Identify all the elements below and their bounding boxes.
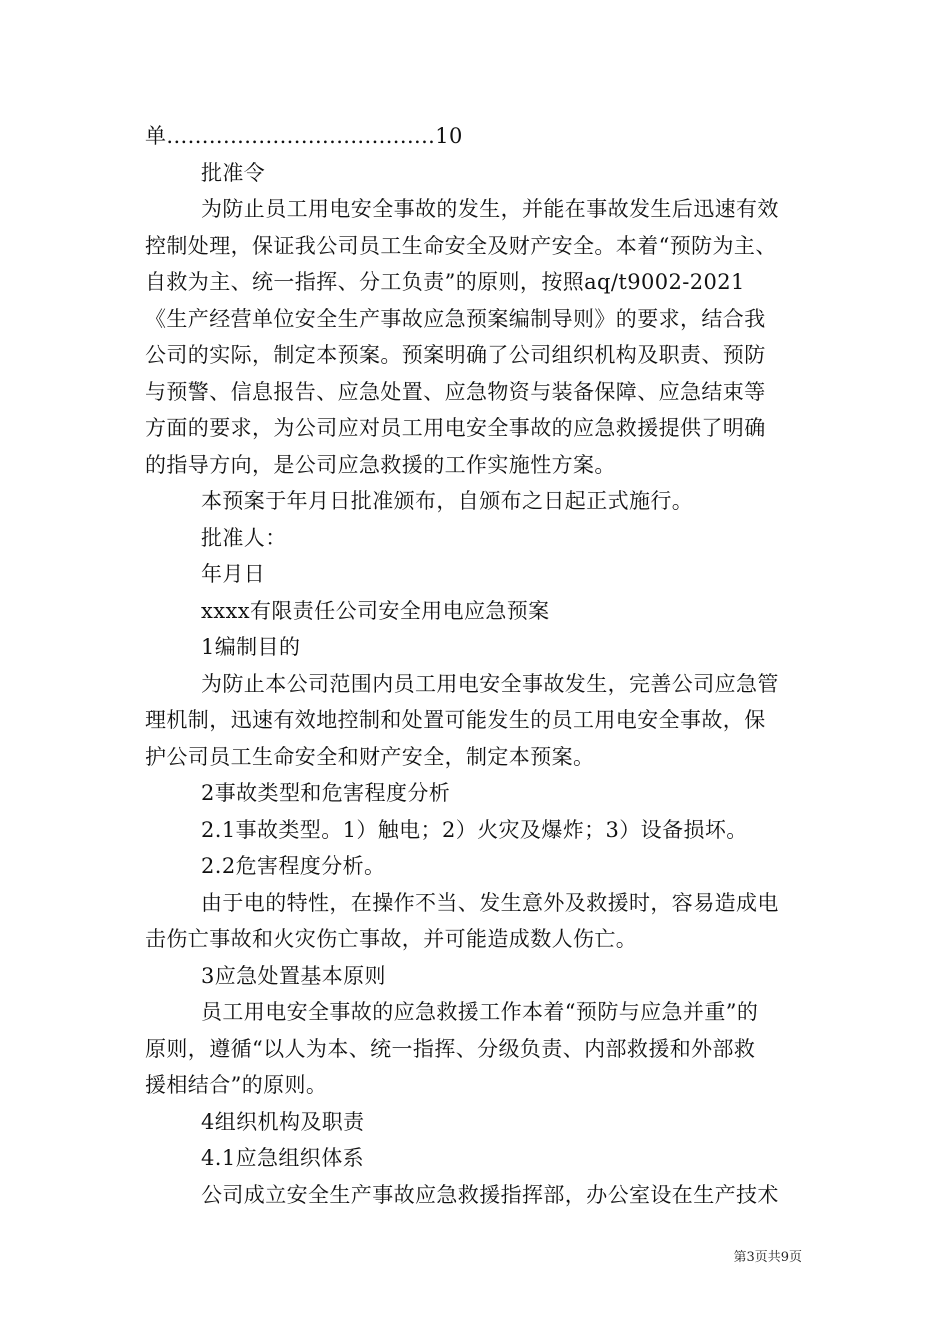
- text-line: 3应急处置基本原则: [201, 963, 386, 988]
- text-line: 4.1应急组织体系: [201, 1146, 364, 1170]
- text-line: 年月日: [201, 562, 266, 586]
- text-line: xxxx有限责任公司安全用电应急预案: [201, 598, 550, 623]
- text-line: 4组织机构及职责: [201, 1109, 365, 1134]
- text-line: 原则，遵循“以人为本、统一指挥、分级负责、内部救援和外部救: [145, 1036, 756, 1061]
- text-line: 1编制目的: [201, 635, 301, 659]
- text-line: 由于电的特性，在操作不当、发生意外及救援时，容易造成电: [201, 890, 779, 915]
- text-line: 控制处理，保证我公司员工生命安全及财产安全。本着“预防为主、: [145, 233, 777, 258]
- text-line: 护公司员工生命安全和财产安全，制定本预案。: [145, 744, 595, 769]
- text-line: 援相结合”的原则。: [145, 1073, 328, 1097]
- text-line: 为防止本公司范围内员工用电安全事故发生，完善公司应急管: [201, 671, 779, 696]
- text-line: 单......................................10: [145, 124, 463, 148]
- text-line: 公司的实际，制定本预案。预案明确了公司组织机构及职责、预防: [145, 343, 766, 367]
- text-line: 为防止员工用电安全事故的发生，并能在事故发生后迅速有效: [201, 197, 779, 221]
- text-line: 《生产经营单位安全生产事故应急预案编制导则》的要求，结合我: [145, 306, 766, 331]
- text-line: 2.1事故类型。1）触电；2）火灾及爆炸；3）设备损坏。: [201, 817, 748, 842]
- document-body: [145, 118, 815, 1213]
- text-line: 击伤亡事故和火灾伤亡事故，并可能造成数人伤亡。: [145, 927, 638, 951]
- text-line: 自救为主、统一指挥、分工负责”的原则，按照aq/t9002-2021: [145, 270, 745, 294]
- text-line: 方面的要求，为公司应对员工用电安全事故的应急救援提供了明确: [145, 416, 766, 440]
- page-number-footer: 第3页共9页: [733, 1250, 802, 1265]
- text-line: 批准人：: [201, 525, 287, 550]
- text-line: 批准令: [201, 160, 266, 185]
- text-line: 理机制，迅速有效地控制和处置可能发生的员工用电安全事故，保: [145, 708, 766, 732]
- text-line: 公司成立安全生产事故应急救援指挥部，办公室设在生产技术: [201, 1182, 779, 1207]
- text-line: 2.2危害程度分析。: [201, 854, 386, 878]
- text-line: 与预警、信息报告、应急处置、应急物资与装备保障、应急结束等: [145, 379, 766, 404]
- text-line: 员工用电安全事故的应急救援工作本着“预防与应急并重”的: [201, 1000, 759, 1024]
- text-line: 2事故类型和危害程度分析: [201, 781, 451, 805]
- text-line: 本预案于年月日批准颁布，自颁布之日起正式施行。: [201, 489, 694, 513]
- text-line: 的指导方向，是公司应急救援的工作实施性方案。: [145, 452, 616, 477]
